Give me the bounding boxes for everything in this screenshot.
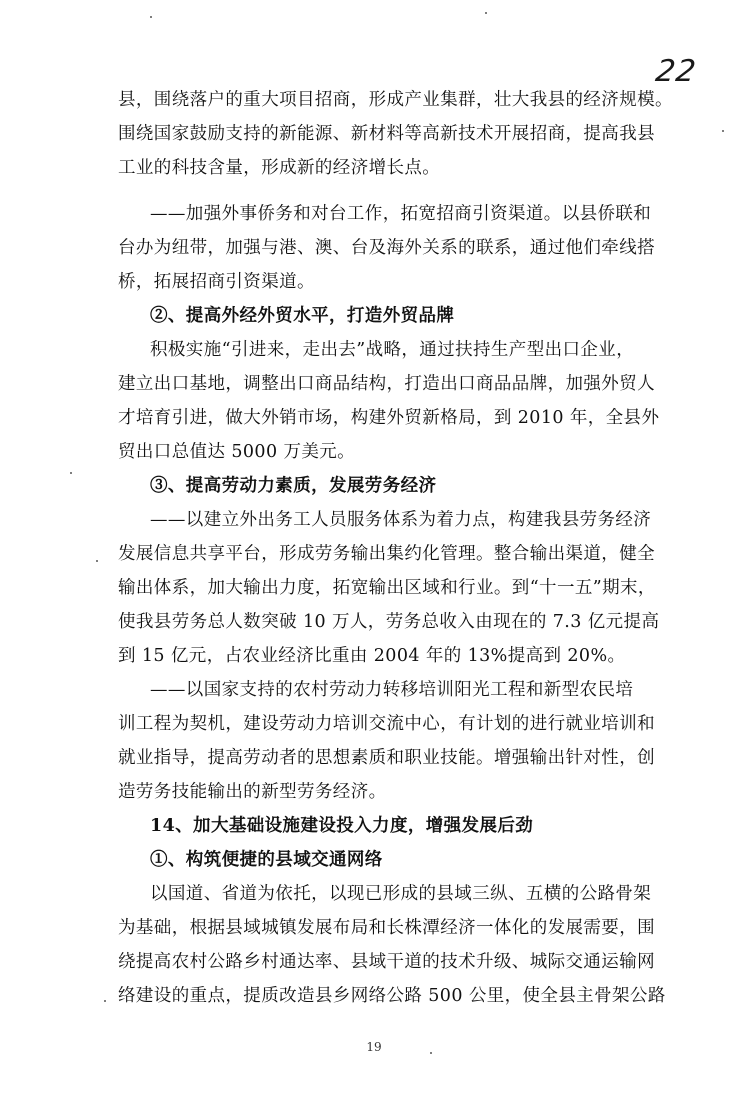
text-line: 到 15 亿元，占农业经济比重由 2004 年的 13%提高到 20%。 [118, 646, 626, 666]
text-line: 绕提高农村公路乡村通达率、县域干道的技术升级、城际交通运输网 [118, 952, 655, 972]
text-line: 桥，拓展招商引资渠道。 [118, 272, 315, 292]
text-line: 训工程为契机，建设劳动力培训交流中心，有计划的进行就业培训和 [118, 714, 655, 734]
text-line: ——以建立外出务工人员服务体系为着力点，构建我县劳务经济 [150, 510, 652, 530]
text-line: 贸出口总值达 5000 万美元。 [118, 442, 356, 462]
text-line: 台办为纽带，加强与港、澳、台及海外关系的联系，通过他们牵线搭 [118, 238, 655, 258]
section-heading: 14、加大基础设施建设投入力度，增强发展后劲 [150, 816, 534, 836]
text-line: 积极实施“引进来，走出去”战略，通过扶持生产型出口企业， [150, 340, 635, 360]
text-line: 络建设的重点，提质改造县乡网络公路 500 公里，使全县主骨架公路 [118, 986, 666, 1006]
scan-speck [485, 12, 487, 14]
handwritten-page-annotation: 22 [653, 54, 699, 89]
page-number: 19 [366, 1040, 382, 1054]
text-line: 使我县劳务总人数突破 10 万人，劳务总收入由现在的 7.3 亿元提高 [118, 612, 660, 632]
text-line: 围绕国家鼓励支持的新能源、新材料等高新技术开展招商，提高我县 [118, 124, 655, 144]
text-line: ——加强外事侨务和对台工作，拓宽招商引资渠道。以县侨联和 [150, 204, 652, 224]
text-line: 县，围绕落户的重大项目招商，形成产业集群，壮大我县的经济规模。 [118, 90, 673, 110]
text-line: 工业的科技含量，形成新的经济增长点。 [118, 158, 441, 178]
section-heading: ③、提高劳动力素质，发展劳务经济 [150, 476, 437, 496]
scan-speck [70, 472, 72, 474]
text-line: 建立出口基地，调整出口商品结构，打造出口商品品牌，加强外贸人 [118, 374, 655, 394]
text-line: 发展信息共享平台，形成劳务输出集约化管理。整合输出渠道，健全 [118, 544, 655, 564]
text-line: 造劳务技能输出的新型劳务经济。 [118, 782, 387, 802]
text-line: 才培育引进，做大外销市场，构建外贸新格局，到 2010 年，全县外 [118, 408, 660, 428]
text-line: 输出体系，加大输出力度，拓宽输出区域和行业。到“十一五”期末， [118, 578, 656, 598]
section-heading: ①、构筑便捷的县域交通网络 [150, 850, 383, 870]
text-line: 为基础，根据县域城镇发展布局和长株潭经济一体化的发展需要，围 [118, 918, 655, 938]
scan-speck [150, 16, 152, 18]
text-line: 就业指导，提高劳动者的思想素质和职业技能。增强输出针对性，创 [118, 748, 655, 768]
scan-speck [104, 1000, 106, 1002]
text-line: ——以国家支持的农村劳动力转移培训阳光工程和新型农民培 [150, 680, 634, 700]
text-line: 以国道、省道为依托，以现已形成的县域三纵、五横的公路骨架 [150, 884, 652, 904]
section-heading: ②、提高外经外贸水平，打造外贸品牌 [150, 306, 455, 326]
scan-speck [722, 130, 724, 132]
scan-speck [96, 560, 98, 562]
